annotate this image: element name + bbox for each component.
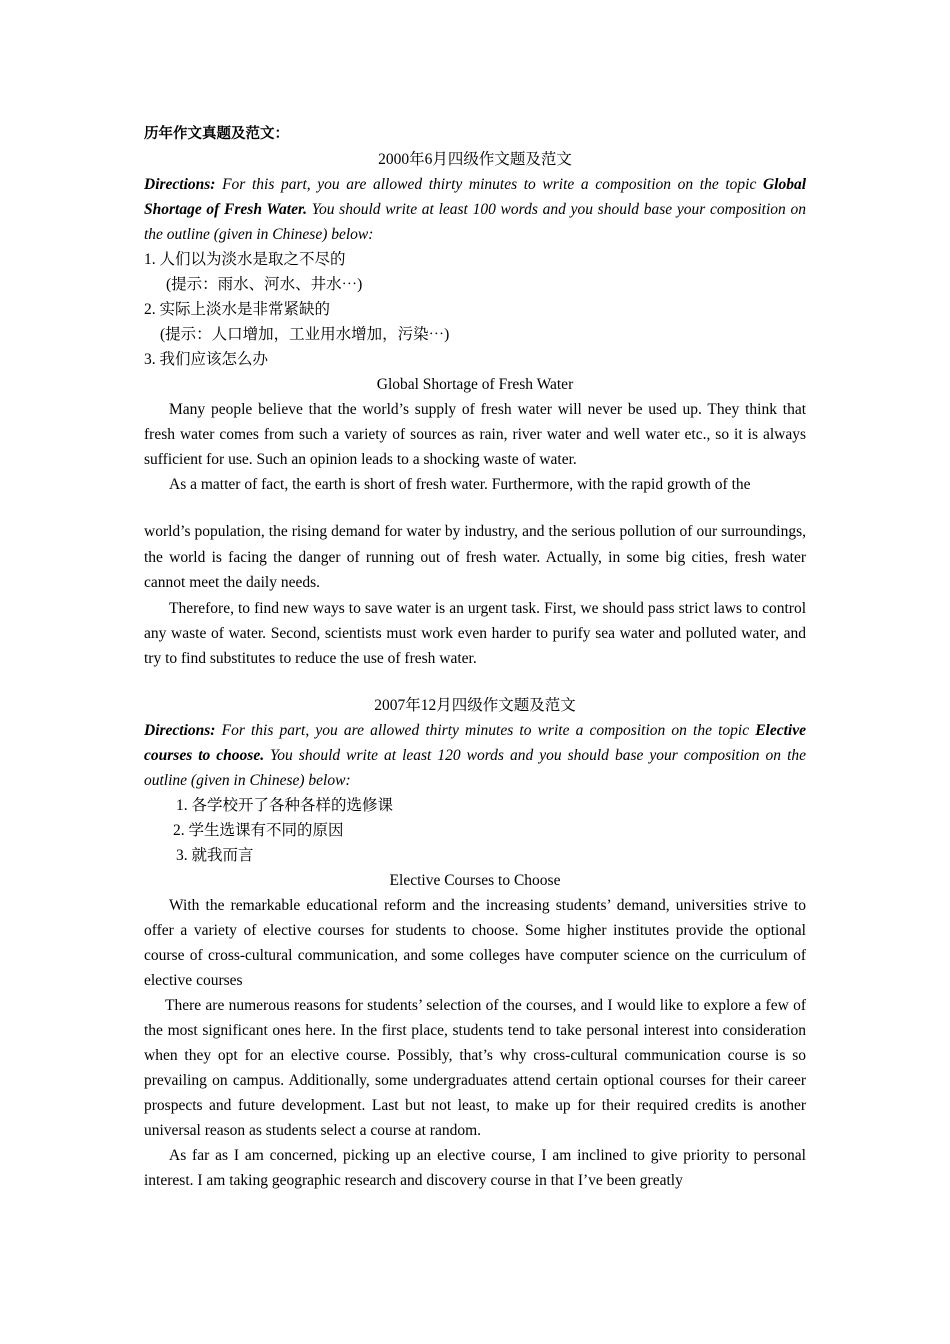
directions-topic: Global Shortage of Fresh Water. — [144, 176, 806, 218]
directions-label: Directions: — [144, 176, 216, 193]
section2-title: 2007年12月四级作文题及范文 — [374, 696, 576, 714]
spacer — [144, 671, 806, 693]
directions-text-a: For this part, you are allowed thirty minutes to write a composition on the topic — [215, 176, 763, 193]
outline-item-2: 2. 实际上淡水是非常紧缺的 — [144, 301, 331, 318]
outline-item-3: 3. 我们应该怎么办 — [144, 351, 269, 368]
directions-text-b: You should write at least 100 words and you should base your composition on the outline (given in Chinese) below: — [144, 201, 806, 243]
directions-text-b: You should write at least 120 words and you should base your composition on the outline (given in Chinese) below: — [144, 746, 806, 789]
essay1-title: Global Shortage of Fresh Water — [376, 376, 574, 393]
directions-text-a: For this part, you are allowed thirty minutes to write a composition on the topic — [215, 721, 756, 739]
directions-label: Directions: — [144, 721, 216, 739]
outline2-item-1: 1. 各学校开了各种各样的选修课 — [176, 796, 394, 814]
essay1-paragraph-2b: world’s population, the rising demand for water by industry, and the serious pollution of our surroundings, the world is facing the danger of running out of fresh water. Actually, in some big cities, fresh water cannot meet the daily needs. — [144, 523, 806, 591]
spacer — [144, 497, 806, 519]
section1-title: 2000年6月四级作文题及范文 — [378, 151, 572, 168]
essay2-paragraph-3: As far as I am concerned, picking up an elective course, I am inclined to give priority to personal interest. I am taking geographic research and discovery course in that I’ve been greatly — [144, 1146, 806, 1189]
outline-hint-2: (提示：人口增加，工业用水增加，污染⋯) — [160, 326, 450, 343]
section2-directions — [144, 718, 806, 793]
essay2-paragraph-1: With the remarkable educational reform and the increasing students’ demand, universities strive to offer a variety of elective courses for students to choose. Some higher institutes provide the optional course of cross-cultural communication, and some colleges have computer science on the curriculum of elective courses — [144, 896, 806, 989]
essay1-paragraph-3: Therefore, to find new ways to save water is an urgent task. First, we should pass strict laws to control any waste of water. Second, scientists must work even harder to purify sea water and polluted water, and try to find substitutes to reduce the use of fresh water. — [144, 599, 806, 667]
outline2-item-2: 2. 学生选课有不同的原因 — [173, 821, 344, 839]
directions-topic: Elective courses to choose. — [144, 721, 806, 764]
outline2-item-3: 3. 就我而言 — [176, 846, 254, 864]
page-heading: 历年作文真题及范文： — [144, 126, 289, 142]
outline-item-1: 1. 人们以为淡水是取之不尽的 — [144, 251, 346, 268]
essay1-paragraph-1: Many people believe that the world’s supply of fresh water will never be used up. They think that fresh water comes from such a variety of sources as rain, river water and well water etc., so it is always sufficient for use. Such an opinion leads to a shocking waste of water. — [144, 401, 806, 468]
essay2-paragraph-2: There are numerous reasons for students’ selection of the courses, and I would like to explore a few of the most significant ones here. In the first place, students tend to take personal interest into consideration when they opt for an elective course. Possibly, that’s why cross-cultural communication course is so prevailing on campus. Additionally, some undergraduates attend certain optional courses for their career prospects and future development. Last but not least, to make up for their required credits is another universal reason as students select a course at random. — [144, 996, 806, 1139]
document-page — [144, 122, 806, 1193]
section1-directions — [144, 172, 806, 247]
essay1-paragraph-2a: As a matter of fact, the earth is short of fresh water. Furthermore, with the rapid growth of the — [169, 476, 751, 493]
essay2-title: Elective Courses to Choose — [389, 871, 561, 889]
outline-hint-1: (提示：雨水、河水、井水⋯) — [166, 276, 363, 293]
